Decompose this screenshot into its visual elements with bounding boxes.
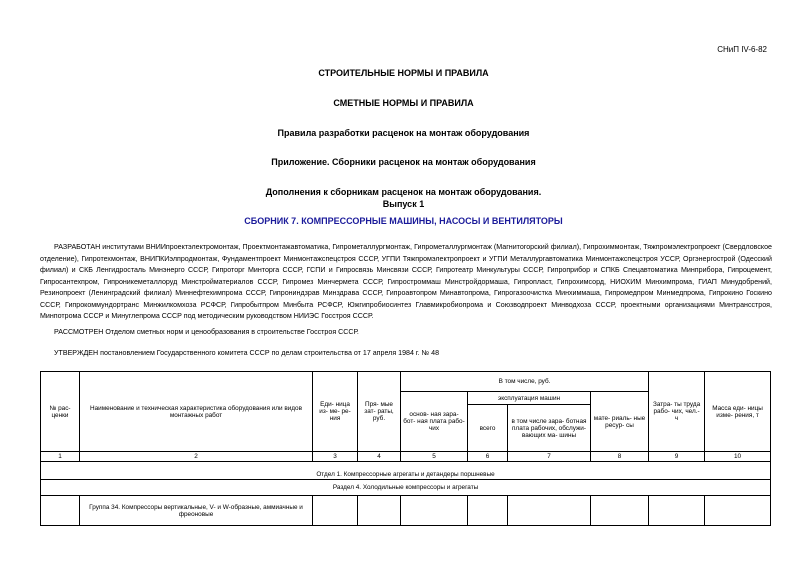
table-row xyxy=(41,496,771,526)
col-header-total: всего xyxy=(468,405,508,452)
issue-title: Выпуск 1 xyxy=(382,199,425,209)
document-code: СНиП IV-6-82 xyxy=(717,45,767,54)
header-machine-operation: эксплуатация машин xyxy=(468,392,591,405)
appendix-title: Приложение. Сборники расценок на монтаж оборудования xyxy=(271,157,536,167)
col-header-direct-costs: Пря- мые зат- раты, руб. xyxy=(358,372,401,452)
col-number: 8 xyxy=(591,452,649,462)
col-header-labor: Затра- ты труда рабо- чих, чел.- ч xyxy=(649,372,705,452)
group-heading: Группа 34. Компрессоры вертикальные, V- и W-образные, аммиачные и фреоновые xyxy=(80,496,313,526)
col-number: 7 xyxy=(508,452,591,462)
col-header-wage: основ- ная зара- бот- ная плата рабо- чих xyxy=(401,392,468,452)
reviewed-paragraph xyxy=(40,327,772,339)
col-number: 4 xyxy=(358,452,401,462)
col-header-number: № рас- ценки xyxy=(41,372,80,452)
col-number: 10 xyxy=(705,452,771,462)
col-header-unit: Еди- ница из- ме- ре- ния xyxy=(313,372,358,452)
additions-title: Дополнения к сборникам расценок на монтаж оборудования. xyxy=(265,187,542,197)
col-header-mass: Масса еди- ницы изме- рения, т xyxy=(705,372,771,452)
col-header-name: Наименование и техническая характеристика оборудования или видов монтажных работ xyxy=(80,372,313,452)
header-in-that-number: В том числе, руб. xyxy=(401,372,649,392)
subsection-heading: Раздел 4. Холодильные компрессоры и агрегаты xyxy=(41,480,771,496)
col-header-materials: мате- риаль- ные ресур- сы xyxy=(591,392,649,452)
col-header-machine-wage: в том числе зара- ботная плата рабочих, обслужи- вающих ма- шины xyxy=(508,405,591,452)
estimate-norms-title: СМЕТНЫЕ НОРМЫ И ПРАВИЛА xyxy=(333,98,474,108)
rates-table xyxy=(40,371,771,526)
col-number: 9 xyxy=(649,452,705,462)
approved-text: УТВЕРЖДЕН постановлением Государственного комитета СССР по делам строительства от 17 апреля 1984 г. № 48 xyxy=(54,349,440,357)
approved-paragraph xyxy=(40,348,772,360)
developed-paragraph xyxy=(40,242,772,322)
rules-title: Правила разработки расценок на монтаж оборудования xyxy=(277,128,530,138)
developed-text: РАЗРАБОТАН институтами ВНИИпроектэлектромонтаж, Проектмонтажавтоматика, Гипрометаллургмонтаж, Гипрометаллургмонтаж (Магнитогорский филиал), Гипрохиммонтаж, Тяжпромэлектропроект (Свердловское отделение), Гипротехмонтаж, ВНИПКИэлпродмонтаж, Фундаментпроект Минмонтажспецстроя СССР, УГПИ Тяжпромэлектропроект и УГПИ Металлургавтоматика Минмонтажспецстроя УССР, Оргэнергострой (Одесский филиал) и СКБ Ленгидросталь Минэнерго СССР, Гипроторг Минторга СССР, ГСПИ и Гипросвязь Минсвязи СССР, Гипротеатр Минкультуры СССР, Гипроприбор и СПКБ Спецавтоматика Минприбора, Гипроцемент, Гипросантехпром, Гипроникеметаллоруд Минстройматериалов СССР, Гипромез Минчермета СССР, Гипростроммаш Минстройдормаша, Гипропласт, Гипрохимсорд, НИОХИМ Минхимпрома, ГИАП Минудобрений, Резинопроект (Ленинградский филиал) Миннефтехимпрома СССР, Гипрониндзрав Минздрава СССР, Гипроавтопром Минавтопрома, Гипрогазоочистка Минхиммаша, Гипромедпром Минмедпрома, Гипрокино Госкино СССР, Гипрокоммундортранс Минжилкомхоза РСФСР, Гипробытпром Минбыта РСФСР, Южгипробиосинтез Главмикробиопрома и Союзводпроект Минводхоза СССР, проектными организациями Минтрансстроя, Минпотрома СССР и Минуглепрома СССР под методическим руководством НИИЭС Госстроя СССР. xyxy=(40,243,772,320)
collection-title: СБОРНИК 7. КОМПРЕССОРНЫЕ МАШИНЫ, НАСОСЫ И ВЕНТИЛЯТОРЫ xyxy=(244,216,563,226)
col-number: 6 xyxy=(468,452,508,462)
reviewed-text: РАССМОТРЕН Отделом сметных норм и ценообразования в строительстве Госстроя СССР. xyxy=(54,328,359,336)
col-number: 3 xyxy=(313,452,358,462)
column-numbers-row xyxy=(41,452,771,462)
col-number: 5 xyxy=(401,452,468,462)
col-number: 1 xyxy=(41,452,80,462)
norms-title: СТРОИТЕЛЬНЫЕ НОРМЫ И ПРАВИЛА xyxy=(318,68,489,78)
col-number: 2 xyxy=(80,452,313,462)
section-heading: Отдел 1. Компрессорные агрегаты и детандеры поршневые xyxy=(41,462,771,480)
